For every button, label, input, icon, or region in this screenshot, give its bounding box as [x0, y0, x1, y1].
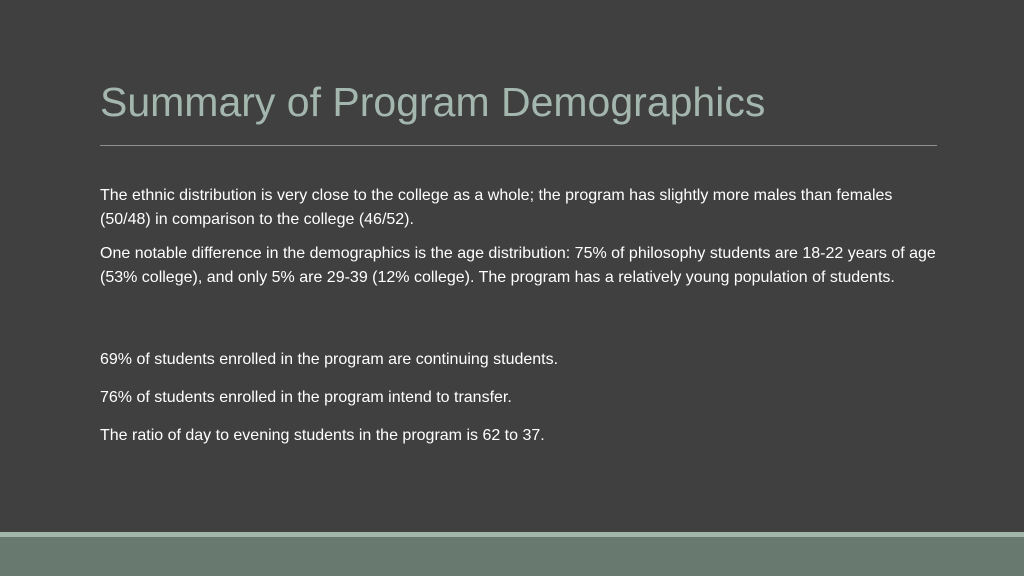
- paragraph-transfer-intent: 76% of students enrolled in the program intend to transfer.: [100, 389, 512, 406]
- paragraph-ethnic-distribution: The ethnic distribution is very close to the college as a whole; the program has slightly more males than females (50/48) in comparison to the college (46/52).: [100, 187, 893, 228]
- slide-title: Summary of Program Demographics: [100, 79, 766, 125]
- paragraph-day-evening-ratio: The ratio of day to evening students in the program is 62 to 37.: [100, 427, 545, 444]
- footer-band: [0, 537, 1024, 576]
- slide-body: [100, 184, 936, 448]
- paragraph-age-distribution: One notable difference in the demographics is the age distribution: 75% of philosophy students are 18-22 years of age (53% college), and only 5% are 29-39 (12% college). The program has a relatively young population of students.: [100, 245, 936, 286]
- paragraph-continuing-students: 69% of students enrolled in the program are continuing students.: [100, 351, 559, 368]
- title-divider: [100, 145, 937, 146]
